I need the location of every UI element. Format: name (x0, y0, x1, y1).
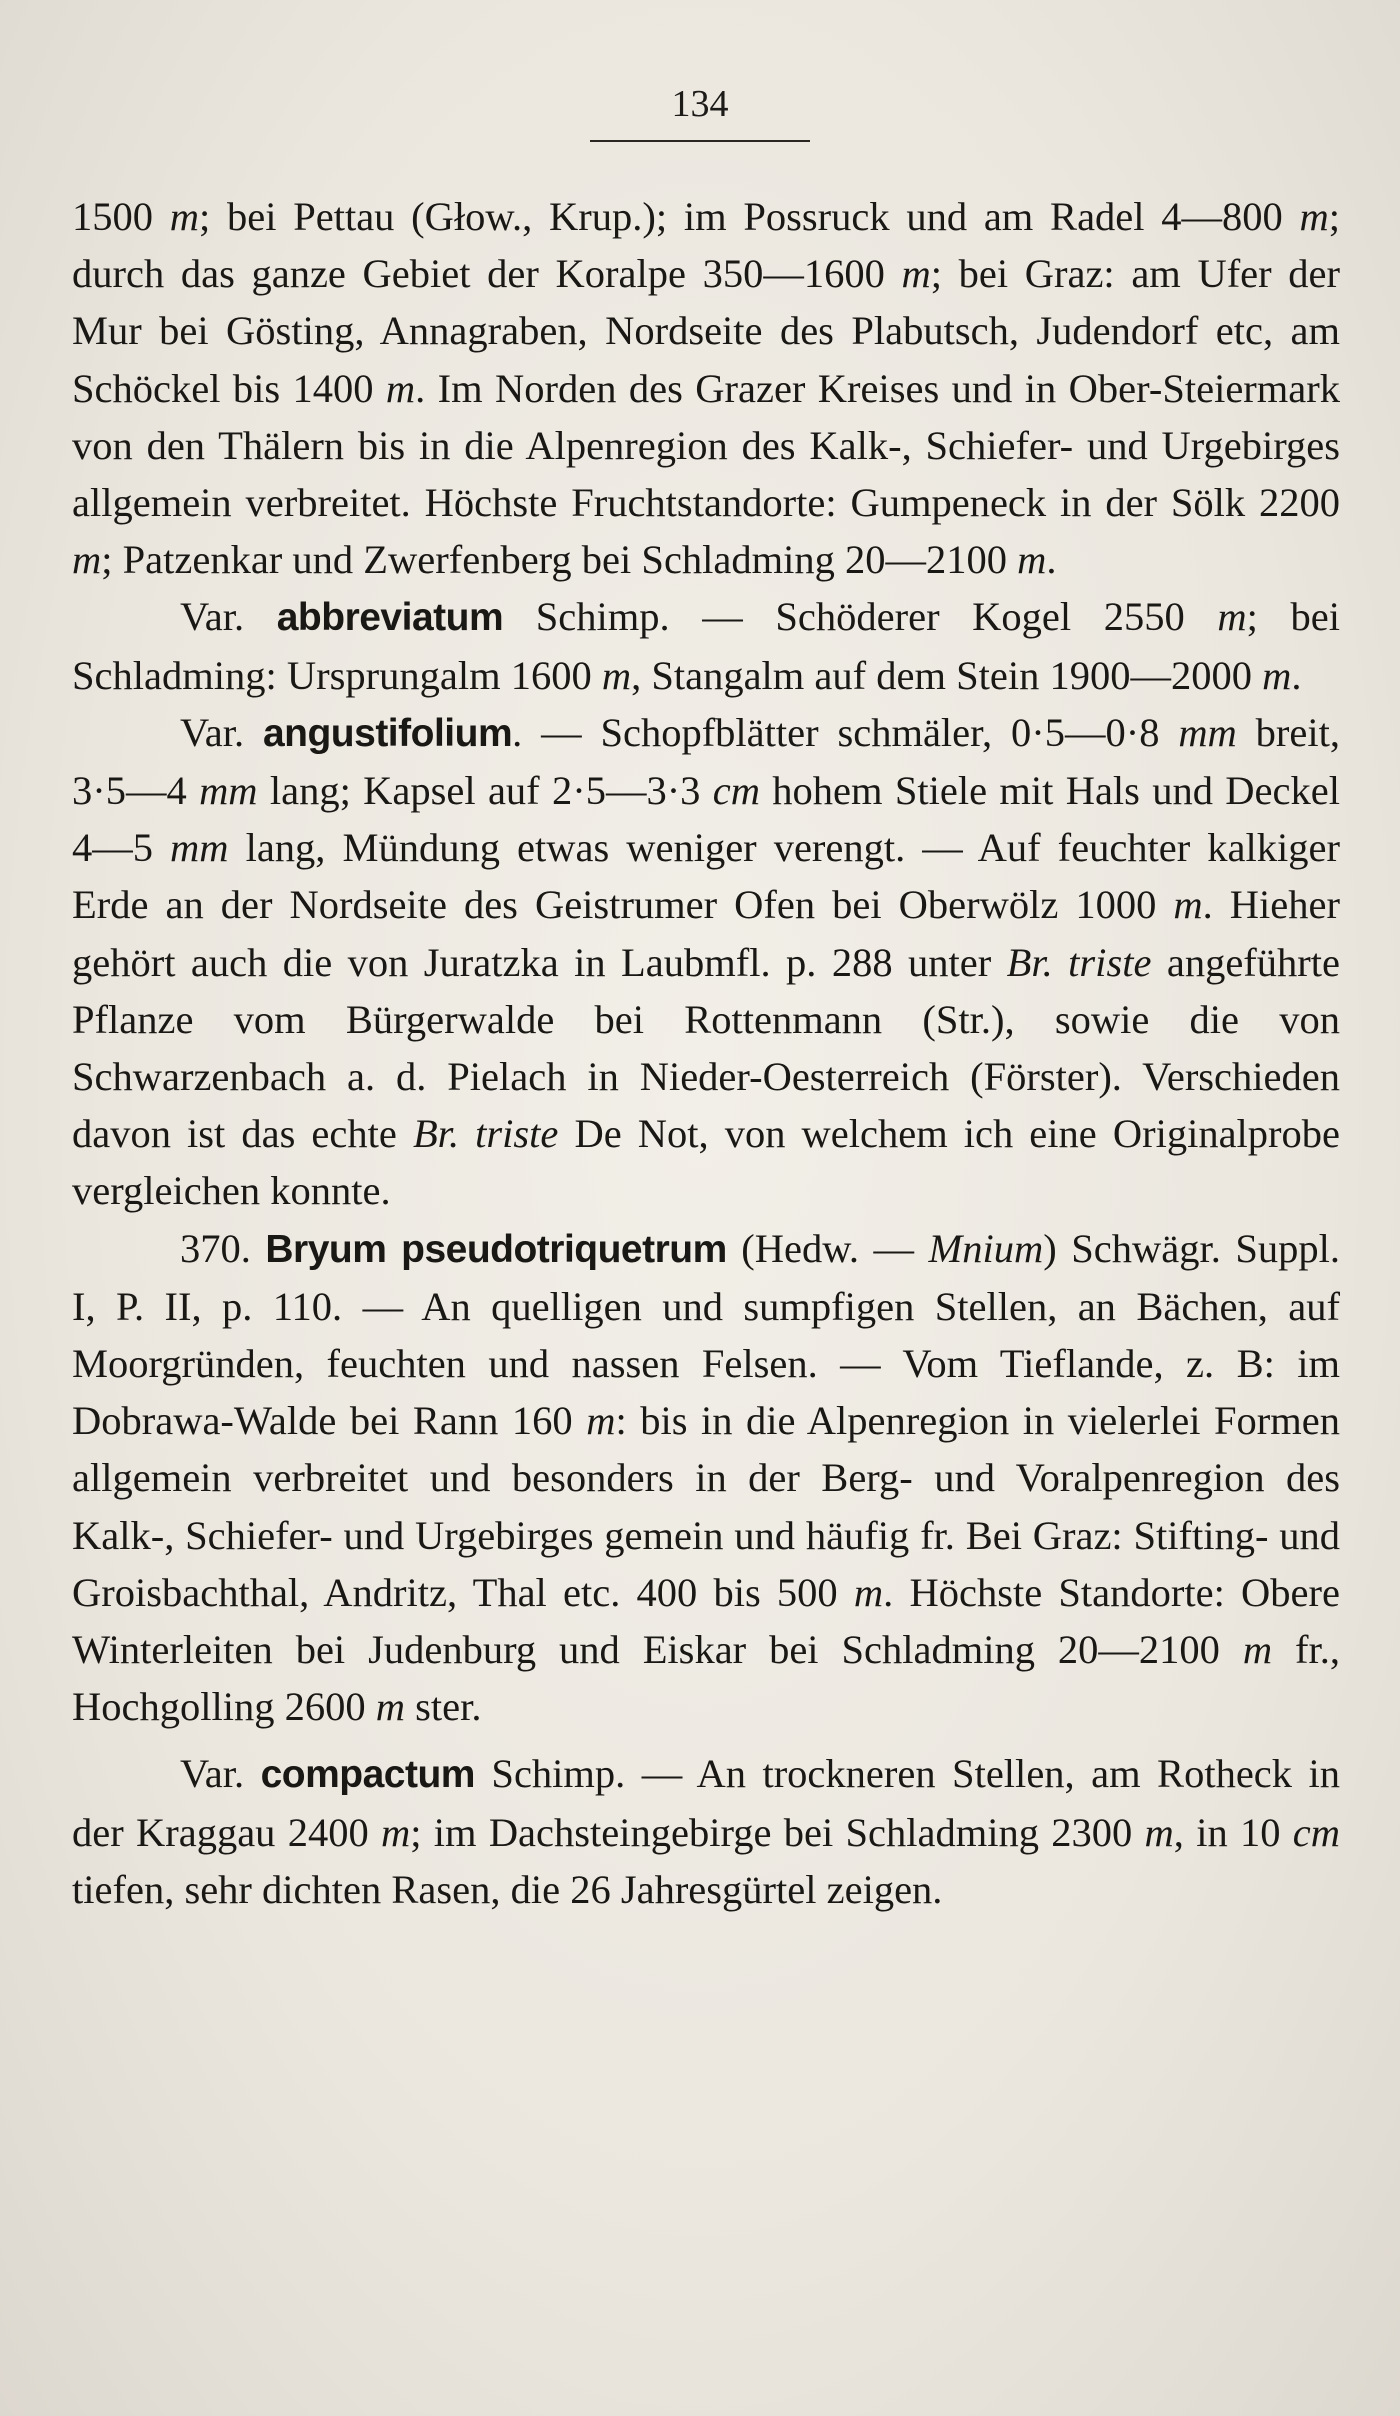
unit: m (1144, 1809, 1174, 1855)
text-run: ; durch das ganze Gebiet der Koralpe 350—1600 (72, 194, 1341, 297)
text-run: , in 10 (1173, 1809, 1293, 1855)
text-run: lang, Mündung etwas weniger verengt. — Auf feuchter kalkiger Erde an der Nordseite des Geistrumer Ofen bei Oberwölz 1000 (72, 825, 1340, 928)
paragraph-species-370 (72, 1220, 1340, 1736)
text-run: ; bei Graz: am Ufer der Mur bei Gösting, Annagraben, Nordseite des Plabutsch, Judendorf etc, am Schöckel bis 1400 (72, 251, 1341, 411)
paragraph-var-abbreviatum (72, 588, 1340, 703)
unit: m (169, 194, 199, 239)
text-run: De Not, von welchem ich eine Originalprobe vergleichen konnte. (72, 1111, 1341, 1214)
taxon-name: compactum (260, 1753, 475, 1797)
unit: mm (170, 825, 229, 871)
unit: m (385, 365, 416, 411)
text-run: . — Schopfblätter schmäler, 0·5—0·8 (512, 709, 1179, 755)
text-run: Schimp. — Schöderer Kogel 2550 (503, 594, 1218, 640)
text-run: ; bei Pettau (Głow., Krup.); im Possruck und am Radel 4—800 (199, 194, 1300, 239)
taxon-reference: Br. triste (1006, 939, 1152, 985)
text-run: 1500 (72, 194, 170, 239)
taxon-name: abbreviatum (276, 596, 504, 640)
paragraph-distribution (72, 188, 1340, 588)
unit: m (601, 652, 632, 698)
taxon-name: angustifolium (262, 711, 513, 755)
text-run: fr., Hochgolling 2600 (72, 1627, 1340, 1730)
text-run: . (1046, 537, 1057, 583)
text-run: , Stangalm auf dem Stein 1900—2000 (631, 652, 1263, 698)
text-run: . Höchste Standorte: Obere Winterleiten bei Judenburg und Eiskar bei Schladming 20—2100 (72, 1569, 1340, 1673)
text-run: (Hedw. — (726, 1225, 929, 1271)
paragraph-var-angustifolium (72, 704, 1340, 1220)
text-run: . Im Norden des Grazer Kreises und in Ober-Steiermark von den Thälern bis in die Alpenregion des Kalk-, Schiefer- und Urgebirges allgemein verbreitet. Höchste Fruchtstandorte: Gumpeneck in der Sölk 2200 (72, 365, 1340, 526)
unit: mm (1178, 709, 1237, 755)
text-run: Schimp. — An trockneren Stellen, am Rotheck in der Kraggau 2400 (72, 1751, 1340, 1855)
unit: m (1017, 537, 1047, 583)
text-run: breit, 3·5—4 (72, 709, 1340, 814)
unit: m (853, 1569, 884, 1615)
entry-number: 370. (180, 1225, 266, 1271)
text-run: ; Patzenkar und Zwerfenberg bei Schladming 20—2100 (101, 537, 1018, 583)
header-rule (590, 140, 810, 142)
unit: m (1242, 1627, 1273, 1673)
text-run: tiefen, sehr dichten Rasen, die 26 Jahresgürtel zeigen. (72, 1866, 943, 1912)
unit: cm (1292, 1809, 1340, 1855)
unit: m (375, 1684, 405, 1730)
unit: m (901, 251, 931, 297)
taxon-reference: Br. triste (412, 1111, 559, 1157)
text-run: ) Schwägr. Suppl. I, P. II, p. 110. — An quelligen und sumpfigen Stellen, an Bächen, auf Moorgründen, feuchten und nassen Felsen. — Vom Tieflande, z. B: im Dobrawa-Walde bei Rann 160 (72, 1225, 1340, 1444)
unit: cm (712, 768, 760, 814)
text-run: Var. (180, 709, 263, 755)
unit: mm (199, 768, 258, 814)
text-run: hohem Stiele mit Hals und Deckel 4—5 (72, 768, 1340, 871)
text-run: ster. (404, 1684, 482, 1730)
unit: m (1173, 882, 1203, 928)
unit: m (586, 1398, 616, 1444)
paragraph-var-compactum (72, 1745, 1340, 1918)
taxon-reference: Mnium (928, 1225, 1044, 1271)
unit: m (1299, 194, 1329, 239)
text-run: Var. (180, 1751, 261, 1797)
text-run: : bis in die Alpenregion in vielerlei Formen allgemein verbreitet und besonders in der Berg- und Voralpenregion des Kalk-, Schiefer- und Urgebirges gemein und häufig fr. Bei Graz: Stifting- und Groisbachthal, Andritz, Thal etc. 400 bis 500 (72, 1398, 1340, 1615)
page-number: 134 (671, 83, 729, 125)
text-run: ; im Dachsteingebirge bei Schladming 2300 (410, 1809, 1145, 1855)
taxon-name: Bryum pseudotriquetrum (265, 1227, 727, 1271)
unit: m (1217, 594, 1247, 640)
text-run: . Hieher gehört auch die von Juratzka in Laubmfl. p. 288 unter (72, 882, 1340, 985)
text-run: lang; Kapsel auf 2·5—3·3 (257, 768, 713, 814)
text-run: ; bei Schladming: Ursprungalm 1600 (72, 594, 1340, 698)
unit: m (72, 537, 102, 583)
page-body (72, 188, 1340, 1918)
text-run: . (1291, 652, 1302, 698)
text-run: angeführte Pflanze vom Bürgerwalde bei Rottenmann (Str.), sowie die von Schwarzenbach a. d. Pielach in Nieder-Oesterreich (Förster). Verschieden davon ist das echte (72, 939, 1341, 1157)
unit: m (1262, 652, 1292, 698)
text-run: Var. (180, 594, 277, 640)
unit: m (381, 1809, 411, 1855)
